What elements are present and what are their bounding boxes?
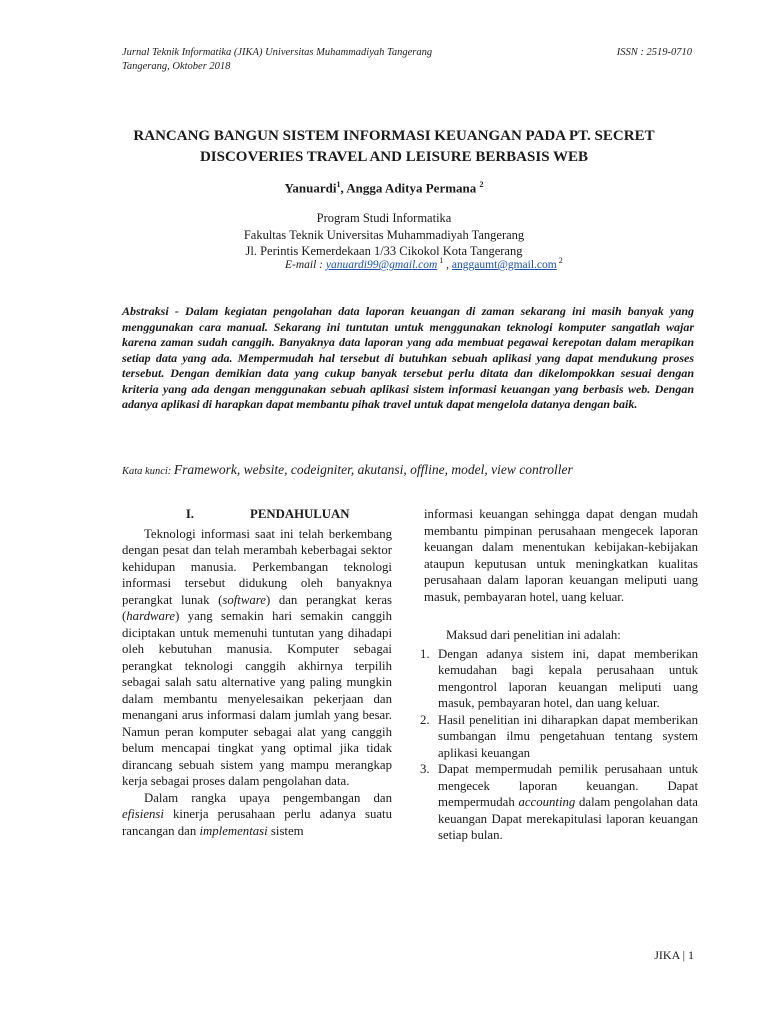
right-column xyxy=(420,506,698,844)
affiliation-line-1: Program Studi Informatika xyxy=(316,211,452,225)
author-1-sup: 1 xyxy=(336,180,341,189)
affiliation-line-2: Fakultas Teknik Universitas Muhammadiyah Tangerang xyxy=(243,227,525,242)
left-column xyxy=(122,506,392,839)
keywords-label: Kata kunci: xyxy=(122,466,174,477)
title-line-1: RANCANG BANGUN SISTEM INFORMASI KEUANGAN PADA PT. SECRET xyxy=(133,128,655,144)
email-sup-2: 2 xyxy=(556,256,563,265)
affiliation-line-3: Jl. Perintis Kemerdekaan 1/33 Cikokol Kota Tangerang xyxy=(245,244,523,258)
paper-title xyxy=(110,126,678,168)
email-sup-1: 1 xyxy=(437,256,444,265)
abstract: Abstraksi - Dalam kegiatan pengolahan data laporan keuangan di zaman sekarang ini masih banyak yang menggunakan cara manual. Sekarang ini tuntutan untuk menggunakan teknologi komputer sangatlah wajar karena zaman sudah canggih. Banyaknya data laporan yang ada membuat pegawai kerepotan dalam merapikan setiap data yang ada. Mempermudah hal tersebut di butuhkan sebuah aplikasi yang dapat mendukung proses tersebut. Dengan demikian data yang cukup banyak tersebut perlu ditata dan dikelompokkan sesuai dengan kriteria yang ada dengan menggunakan sebuah aplikasi sistem informasi keuangan yang berbasis web. Dengan adanya aplikasi di harapkan dapat membantu pihak travel untuk dapat mengelola datanya dengan baik. xyxy=(122,304,694,411)
page-footer: JIKA | 1 xyxy=(654,948,694,962)
author-1: Yanuardi xyxy=(284,180,337,196)
email-separator: , xyxy=(443,258,452,271)
email-link-1[interactable]: yanuardi99@gmail.com xyxy=(325,258,438,271)
email-link-2[interactable]: anggaumt@gmail.com xyxy=(451,258,557,271)
section-number: I. xyxy=(185,507,194,521)
list-item: 1. Dengan adanya sistem ini, dapat memberikan kemudahan bagi kepala perusahaan untuk mengontrol laporan keuangan meliputi uang masuk, pembayaran hotel, dan uang keluar. xyxy=(420,646,698,710)
running-header xyxy=(122,46,692,74)
title-line-2: DISCOVERIES TRAVEL AND LEISURE BERBASIS WEB xyxy=(199,149,589,165)
purpose-list xyxy=(420,646,698,844)
paragraph-2: Dalam rangka upaya pengembangan dan efisiensi kinerja perusahaan perlu adanya suatu rancangan dan implementasi sistem xyxy=(122,790,392,838)
journal-name: Jurnal Teknik Informatika (JIKA) Universitas Muhammadiyah Tangerang xyxy=(122,47,433,58)
affiliation xyxy=(0,210,768,260)
author-2: Angga Aditya Permana xyxy=(346,180,480,196)
paragraph-1: Teknologi informasi saat ini telah berkembang dengan pesat dan telah merambah keberbagai sektor kehidupan manusia. Perkembangan teknologi informasi tersebut didukung oleh banyaknya perangkat lunak (software) dan perangkat keras (hardware) yang semakin hari semakin canggih diciptakan untuk memenuhi tuntutan yang dihadapi oleh kebutuhan manusia. Komputer sebagai perangkat teknologi canggih akhirnya terpilih sebagai salah satu alternative yang paling mungkin dalam membantu menyelesaikan pekerjaan dan menangani arus informasi dalam jumlah yang besar. Namun peran komputer sebagai alat yang canggih belum mencapai tingkat yang optimal jika tidak dirancang sebuah sistem yang mampu merangkap kerja sebagai proses dalam pengolahan data. xyxy=(122,526,392,788)
section-heading xyxy=(122,506,392,523)
email-line xyxy=(285,256,563,271)
author-2-sup: 2 xyxy=(479,180,484,189)
email-label: E-mail : xyxy=(285,258,326,271)
issn: ISSN : 2519-0710 xyxy=(616,47,692,58)
paragraph-3: informasi keuangan sehingga dapat dengan mudah membantu pimpinan perusahaan mengecek laporan keuangan dalam menentukan kebijakan-kebijakan ataupun keputusan untuk meningkatkan kualitas perusahaan dalam laporan keuangan meliputi uang masuk, pembayaran hotel, uang keluar. xyxy=(424,507,698,604)
keywords xyxy=(122,461,694,479)
author-separator: , xyxy=(340,180,347,196)
purpose-intro: Maksud dari penelitian ini adalah: xyxy=(446,628,621,642)
list-item: 3. Dapat mempermudah pemilik perusahaan untuk mengecek laporan keuangan. Dapat mempermudah accounting dalam pengolahan data keuangan Dapat merekapitulasi laporan keuangan setiap bulan. xyxy=(420,762,698,842)
list-item: 2. Hasil penelitian ini diharapkan dapat memberikan sumbangan ilmu pengetahuan tentang system aplikasi keuangan xyxy=(420,712,698,760)
section-title: PENDAHULUAN xyxy=(250,507,350,521)
place-date: Tangerang, Oktober 2018 xyxy=(122,61,231,72)
keywords-value: Framework, website, codeigniter, akutansi, offline, model, view controller xyxy=(173,462,573,477)
authors xyxy=(0,180,768,196)
